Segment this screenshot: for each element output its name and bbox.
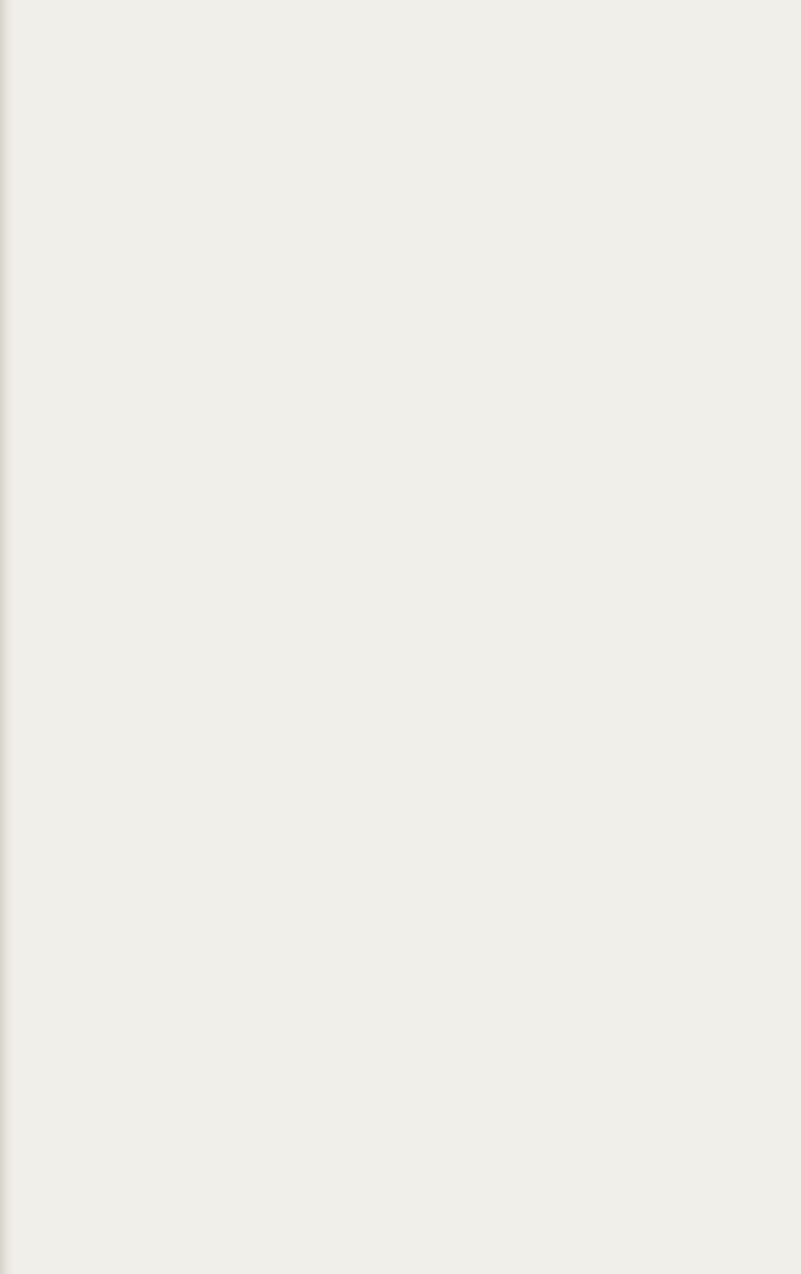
page-binding-shadow xyxy=(0,0,14,1274)
